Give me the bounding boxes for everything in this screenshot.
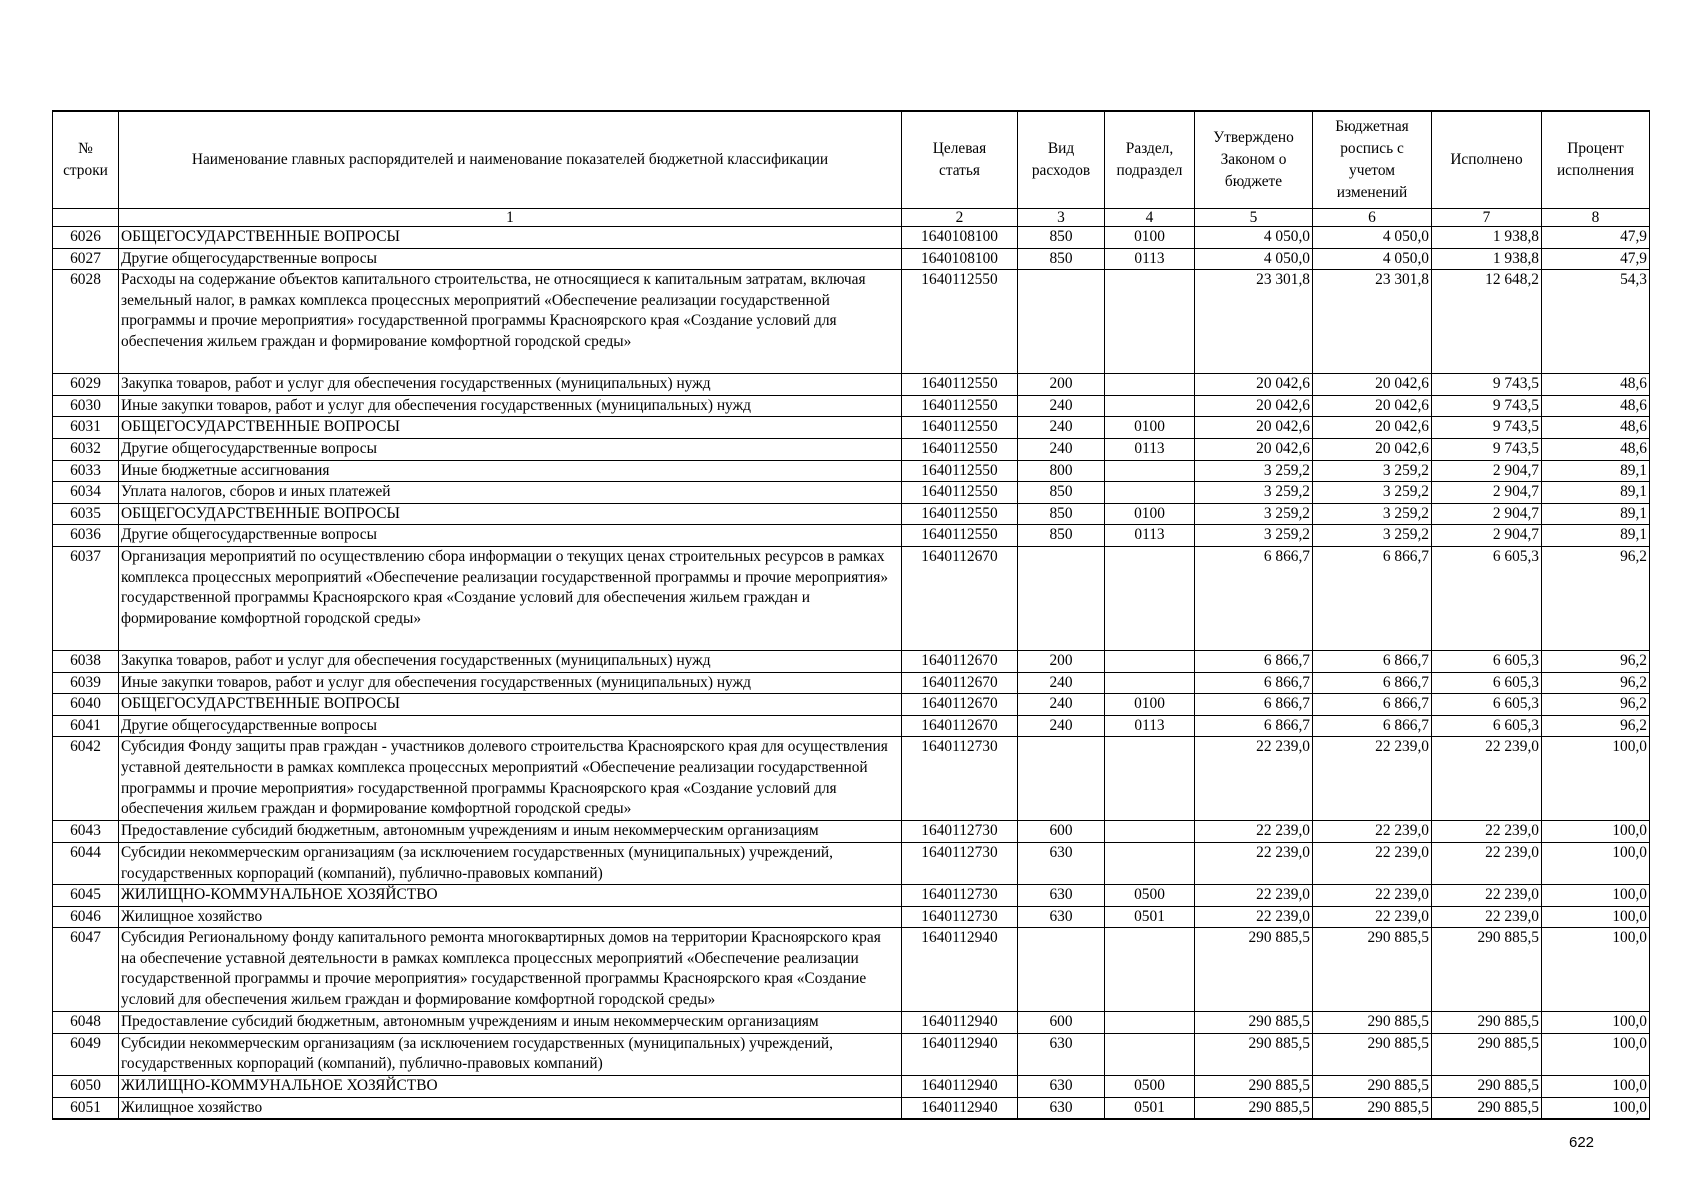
percent-cell: 96,2 bbox=[1542, 650, 1650, 672]
row-name-cell: Иные закупки товаров, работ и услуг для обеспечения государственных (муниципальных) нужд bbox=[119, 672, 902, 694]
percent-cell: 96,2 bbox=[1542, 694, 1650, 716]
section-cell: 0100 bbox=[1105, 227, 1195, 249]
row-number-cell: 6049 bbox=[53, 1033, 119, 1075]
executed-cell: 2 904,7 bbox=[1432, 460, 1542, 482]
column-number: 5 bbox=[1195, 209, 1313, 227]
expense-kind-cell: 200 bbox=[1018, 374, 1105, 396]
table-row bbox=[53, 1012, 1650, 1034]
percent-cell: 48,6 bbox=[1542, 417, 1650, 439]
target-article-cell: 1640112730 bbox=[902, 842, 1018, 884]
approved-cell: 6 866,7 bbox=[1195, 650, 1313, 672]
row-number-cell: 6031 bbox=[53, 417, 119, 439]
column-number: 6 bbox=[1313, 209, 1432, 227]
executed-cell: 6 605,3 bbox=[1432, 694, 1542, 716]
row-number-cell: 6047 bbox=[53, 928, 119, 1012]
header-expense-kind: Вид расходов bbox=[1018, 111, 1105, 209]
budget-schedule-cell: 22 239,0 bbox=[1313, 906, 1432, 928]
table-row bbox=[53, 227, 1650, 249]
section-cell bbox=[1105, 928, 1195, 1012]
budget-schedule-cell: 3 259,2 bbox=[1313, 482, 1432, 504]
row-number-cell: 6043 bbox=[53, 821, 119, 843]
expense-kind-cell: 240 bbox=[1018, 715, 1105, 737]
expense-kind-cell: 200 bbox=[1018, 650, 1105, 672]
column-number: 1 bbox=[119, 209, 902, 227]
row-name-cell: Организация мероприятий по осуществлению сбора информации о текущих ценах строительных ресурсов в рамках комплекса процессных мероприятий «Обеспечение реализации государственной программы и прочие мероприятия» государственной программы Красноярского края «Создание условий для обеспечения жильем граждан и формирование комфортной городской среды» bbox=[119, 546, 902, 650]
budget-schedule-cell: 4 050,0 bbox=[1313, 248, 1432, 270]
row-number-cell: 6051 bbox=[53, 1097, 119, 1119]
executed-cell: 2 904,7 bbox=[1432, 482, 1542, 504]
approved-cell: 3 259,2 bbox=[1195, 503, 1313, 525]
expense-kind-cell: 850 bbox=[1018, 227, 1105, 249]
target-article-cell: 1640112940 bbox=[902, 1076, 1018, 1098]
row-number-cell: 6026 bbox=[53, 227, 119, 249]
approved-cell: 290 885,5 bbox=[1195, 1076, 1313, 1098]
executed-cell: 1 938,8 bbox=[1432, 227, 1542, 249]
percent-cell: 47,9 bbox=[1542, 248, 1650, 270]
target-article-cell: 1640112730 bbox=[902, 737, 1018, 821]
target-article-cell: 1640112940 bbox=[902, 1033, 1018, 1075]
target-article-cell: 1640112730 bbox=[902, 885, 1018, 907]
row-name-cell: Другие общегосударственные вопросы bbox=[119, 715, 902, 737]
approved-cell: 22 239,0 bbox=[1195, 906, 1313, 928]
executed-cell: 22 239,0 bbox=[1432, 906, 1542, 928]
expense-kind-cell: 800 bbox=[1018, 460, 1105, 482]
budget-schedule-cell: 20 042,6 bbox=[1313, 417, 1432, 439]
row-number-cell: 6041 bbox=[53, 715, 119, 737]
header-row bbox=[53, 111, 1650, 209]
expense-kind-cell: 600 bbox=[1018, 1012, 1105, 1034]
row-number-cell: 6040 bbox=[53, 694, 119, 716]
table-row bbox=[53, 482, 1650, 504]
budget-schedule-cell: 20 042,6 bbox=[1313, 395, 1432, 417]
budget-schedule-cell: 23 301,8 bbox=[1313, 270, 1432, 374]
target-article-cell: 1640112550 bbox=[902, 460, 1018, 482]
budget-schedule-cell: 22 239,0 bbox=[1313, 737, 1432, 821]
expense-kind-cell: 240 bbox=[1018, 694, 1105, 716]
section-cell: 0113 bbox=[1105, 715, 1195, 737]
approved-cell: 22 239,0 bbox=[1195, 821, 1313, 843]
header-target-article: Целевая статья bbox=[902, 111, 1018, 209]
row-number-cell: 6045 bbox=[53, 885, 119, 907]
table-row bbox=[53, 737, 1650, 821]
approved-cell: 22 239,0 bbox=[1195, 737, 1313, 821]
table-row bbox=[53, 821, 1650, 843]
section-cell bbox=[1105, 395, 1195, 417]
section-cell: 0501 bbox=[1105, 906, 1195, 928]
executed-cell: 9 743,5 bbox=[1432, 374, 1542, 396]
expense-kind-cell: 630 bbox=[1018, 906, 1105, 928]
budget-schedule-cell: 6 866,7 bbox=[1313, 650, 1432, 672]
executed-cell: 290 885,5 bbox=[1432, 928, 1542, 1012]
table-row bbox=[53, 650, 1650, 672]
percent-cell: 54,3 bbox=[1542, 270, 1650, 374]
expense-kind-cell: 600 bbox=[1018, 821, 1105, 843]
percent-cell: 100,0 bbox=[1542, 906, 1650, 928]
target-article-cell: 1640112730 bbox=[902, 906, 1018, 928]
executed-cell: 9 743,5 bbox=[1432, 417, 1542, 439]
percent-cell: 100,0 bbox=[1542, 1076, 1650, 1098]
section-cell bbox=[1105, 482, 1195, 504]
budget-schedule-cell: 6 866,7 bbox=[1313, 546, 1432, 650]
row-name-cell: Другие общегосударственные вопросы bbox=[119, 438, 902, 460]
row-number-cell: 6050 bbox=[53, 1076, 119, 1098]
approved-cell: 290 885,5 bbox=[1195, 1012, 1313, 1034]
row-name-cell: Иные закупки товаров, работ и услуг для обеспечения государственных (муниципальных) нужд bbox=[119, 395, 902, 417]
executed-cell: 290 885,5 bbox=[1432, 1012, 1542, 1034]
expense-kind-cell: 240 bbox=[1018, 438, 1105, 460]
expense-kind-cell: 850 bbox=[1018, 525, 1105, 547]
target-article-cell: 1640108100 bbox=[902, 227, 1018, 249]
row-name-cell: ОБЩЕГОСУДАРСТВЕННЫЕ ВОПРОСЫ bbox=[119, 694, 902, 716]
executed-cell: 2 904,7 bbox=[1432, 503, 1542, 525]
table-row bbox=[53, 438, 1650, 460]
row-name-cell: Предоставление субсидий бюджетным, автономным учреждениям и иным некоммерческим организациям bbox=[119, 1012, 902, 1034]
row-name-cell: Иные бюджетные ассигнования bbox=[119, 460, 902, 482]
row-name-cell: Другие общегосударственные вопросы bbox=[119, 525, 902, 547]
row-number-cell: 6035 bbox=[53, 503, 119, 525]
row-name-cell: ОБЩЕГОСУДАРСТВЕННЫЕ ВОПРОСЫ bbox=[119, 503, 902, 525]
target-article-cell: 1640112550 bbox=[902, 525, 1018, 547]
approved-cell: 3 259,2 bbox=[1195, 460, 1313, 482]
row-name-cell: Другие общегосударственные вопросы bbox=[119, 248, 902, 270]
approved-cell: 290 885,5 bbox=[1195, 1097, 1313, 1119]
approved-cell: 4 050,0 bbox=[1195, 227, 1313, 249]
header-budget-schedule: Бюджетная роспись с учетом изменений bbox=[1313, 111, 1432, 209]
header-row-number: № строки bbox=[53, 111, 119, 209]
row-number-cell: 6036 bbox=[53, 525, 119, 547]
executed-cell: 6 605,3 bbox=[1432, 715, 1542, 737]
approved-cell: 20 042,6 bbox=[1195, 417, 1313, 439]
budget-schedule-cell: 6 866,7 bbox=[1313, 715, 1432, 737]
approved-cell: 3 259,2 bbox=[1195, 482, 1313, 504]
target-article-cell: 1640112730 bbox=[902, 821, 1018, 843]
section-cell bbox=[1105, 821, 1195, 843]
section-cell: 0100 bbox=[1105, 503, 1195, 525]
budget-schedule-cell: 22 239,0 bbox=[1313, 885, 1432, 907]
header-executed: Исполнено bbox=[1432, 111, 1542, 209]
percent-cell: 89,1 bbox=[1542, 503, 1650, 525]
budget-schedule-cell: 3 259,2 bbox=[1313, 460, 1432, 482]
header-approved: Утверждено Законом о бюджете bbox=[1195, 111, 1313, 209]
target-article-cell: 1640112670 bbox=[902, 672, 1018, 694]
expense-kind-cell: 630 bbox=[1018, 1097, 1105, 1119]
row-number-cell: 6039 bbox=[53, 672, 119, 694]
budget-schedule-cell: 290 885,5 bbox=[1313, 1076, 1432, 1098]
section-cell bbox=[1105, 270, 1195, 374]
approved-cell: 290 885,5 bbox=[1195, 1033, 1313, 1075]
row-name-cell: Жилищное хозяйство bbox=[119, 1097, 902, 1119]
expense-kind-cell: 240 bbox=[1018, 672, 1105, 694]
expense-kind-cell bbox=[1018, 270, 1105, 374]
percent-cell: 100,0 bbox=[1542, 821, 1650, 843]
row-name-cell: Закупка товаров, работ и услуг для обеспечения государственных (муниципальных) нужд bbox=[119, 650, 902, 672]
row-name-cell: Закупка товаров, работ и услуг для обеспечения государственных (муниципальных) нужд bbox=[119, 374, 902, 396]
row-number-cell: 6046 bbox=[53, 906, 119, 928]
section-cell: 0100 bbox=[1105, 694, 1195, 716]
section-cell bbox=[1105, 842, 1195, 884]
expense-kind-cell: 630 bbox=[1018, 1033, 1105, 1075]
target-article-cell: 1640112550 bbox=[902, 270, 1018, 374]
expense-kind-cell: 850 bbox=[1018, 482, 1105, 504]
budget-schedule-cell: 290 885,5 bbox=[1313, 1097, 1432, 1119]
target-article-cell: 1640112550 bbox=[902, 482, 1018, 504]
header-percent: Процент исполнения bbox=[1542, 111, 1650, 209]
executed-cell: 1 938,8 bbox=[1432, 248, 1542, 270]
row-name-cell: Расходы на содержание объектов капитального строительства, не относящиеся к капитальным затратам, включая земельный налог, в рамках комплекса процессных мероприятий «Обеспечение реализации государственной программы и прочие мероприятия» государственной программы Красноярского края «Создание условий для обеспечения жильем граждан и формирование комфортной городской среды» bbox=[119, 270, 902, 374]
section-cell: 0500 bbox=[1105, 1076, 1195, 1098]
row-number-cell: 6028 bbox=[53, 270, 119, 374]
percent-cell: 47,9 bbox=[1542, 227, 1650, 249]
target-article-cell: 1640112670 bbox=[902, 546, 1018, 650]
table-row bbox=[53, 715, 1650, 737]
table-row bbox=[53, 248, 1650, 270]
target-article-cell: 1640112670 bbox=[902, 694, 1018, 716]
target-article-cell: 1640112550 bbox=[902, 438, 1018, 460]
executed-cell: 12 648,2 bbox=[1432, 270, 1542, 374]
expense-kind-cell: 850 bbox=[1018, 503, 1105, 525]
target-article-cell: 1640112940 bbox=[902, 1097, 1018, 1119]
approved-cell: 20 042,6 bbox=[1195, 395, 1313, 417]
row-name-cell: Уплата налогов, сборов и иных платежей bbox=[119, 482, 902, 504]
column-number: 8 bbox=[1542, 209, 1650, 227]
section-cell bbox=[1105, 650, 1195, 672]
table-row bbox=[53, 1097, 1650, 1119]
row-number-cell: 6038 bbox=[53, 650, 119, 672]
row-name-cell: Предоставление субсидий бюджетным, автономным учреждениям и иным некоммерческим организациям bbox=[119, 821, 902, 843]
percent-cell: 48,6 bbox=[1542, 438, 1650, 460]
percent-cell: 96,2 bbox=[1542, 672, 1650, 694]
executed-cell: 9 743,5 bbox=[1432, 438, 1542, 460]
budget-schedule-cell: 22 239,0 bbox=[1313, 821, 1432, 843]
approved-cell: 23 301,8 bbox=[1195, 270, 1313, 374]
table-row bbox=[53, 460, 1650, 482]
budget-schedule-cell: 20 042,6 bbox=[1313, 374, 1432, 396]
table-row bbox=[53, 1076, 1650, 1098]
percent-cell: 48,6 bbox=[1542, 395, 1650, 417]
executed-cell: 22 239,0 bbox=[1432, 821, 1542, 843]
section-cell: 0500 bbox=[1105, 885, 1195, 907]
section-cell bbox=[1105, 1012, 1195, 1034]
expense-kind-cell bbox=[1018, 737, 1105, 821]
percent-cell: 100,0 bbox=[1542, 1033, 1650, 1075]
percent-cell: 100,0 bbox=[1542, 928, 1650, 1012]
row-number-cell: 6037 bbox=[53, 546, 119, 650]
approved-cell: 22 239,0 bbox=[1195, 842, 1313, 884]
row-name-cell: Субсидия Фонду защиты прав граждан - участников долевого строительства Красноярского края для осуществления уставной деятельности в рамках комплекса процессных мероприятий «Обеспечение реализации государственной программы и прочие мероприятия» государственной программы Красноярского края «Создание условий для обеспечения жильем граждан и формирование комфортной городской среды» bbox=[119, 737, 902, 821]
approved-cell: 20 042,6 bbox=[1195, 374, 1313, 396]
table-row bbox=[53, 270, 1650, 374]
percent-cell: 48,6 bbox=[1542, 374, 1650, 396]
expense-kind-cell bbox=[1018, 928, 1105, 1012]
expense-kind-cell: 850 bbox=[1018, 248, 1105, 270]
percent-cell: 96,2 bbox=[1542, 715, 1650, 737]
approved-cell: 3 259,2 bbox=[1195, 525, 1313, 547]
executed-cell: 290 885,5 bbox=[1432, 1076, 1542, 1098]
table-row bbox=[53, 1033, 1650, 1075]
executed-cell: 2 904,7 bbox=[1432, 525, 1542, 547]
column-number: 3 bbox=[1018, 209, 1105, 227]
column-number bbox=[53, 209, 119, 227]
target-article-cell: 1640112550 bbox=[902, 395, 1018, 417]
approved-cell: 6 866,7 bbox=[1195, 546, 1313, 650]
table-row bbox=[53, 885, 1650, 907]
table-row bbox=[53, 672, 1650, 694]
budget-schedule-cell: 6 866,7 bbox=[1313, 672, 1432, 694]
section-cell: 0113 bbox=[1105, 248, 1195, 270]
budget-table bbox=[52, 110, 1650, 1120]
budget-schedule-cell: 3 259,2 bbox=[1313, 525, 1432, 547]
section-cell bbox=[1105, 1033, 1195, 1075]
table-row bbox=[53, 374, 1650, 396]
budget-schedule-cell: 290 885,5 bbox=[1313, 928, 1432, 1012]
percent-cell: 89,1 bbox=[1542, 525, 1650, 547]
table-row bbox=[53, 395, 1650, 417]
header-name: Наименование главных распорядителей и наименование показателей бюджетной классификации bbox=[119, 111, 902, 209]
budget-schedule-cell: 290 885,5 bbox=[1313, 1033, 1432, 1075]
target-article-cell: 1640112670 bbox=[902, 650, 1018, 672]
row-number-cell: 6034 bbox=[53, 482, 119, 504]
executed-cell: 6 605,3 bbox=[1432, 672, 1542, 694]
target-article-cell: 1640112550 bbox=[902, 417, 1018, 439]
percent-cell: 100,0 bbox=[1542, 1012, 1650, 1034]
table-row bbox=[53, 694, 1650, 716]
column-number: 7 bbox=[1432, 209, 1542, 227]
section-cell bbox=[1105, 737, 1195, 821]
column-number-row bbox=[53, 209, 1650, 227]
target-article-cell: 1640112940 bbox=[902, 928, 1018, 1012]
row-number-cell: 6030 bbox=[53, 395, 119, 417]
row-name-cell: Субсидии некоммерческим организациям (за исключением государственных (муниципальных) учреждений, государственных корпораций (компаний), публично-правовых компаний) bbox=[119, 1033, 902, 1075]
executed-cell: 22 239,0 bbox=[1432, 842, 1542, 884]
table-row bbox=[53, 842, 1650, 884]
percent-cell: 100,0 bbox=[1542, 737, 1650, 821]
executed-cell: 290 885,5 bbox=[1432, 1033, 1542, 1075]
target-article-cell: 1640112550 bbox=[902, 503, 1018, 525]
section-cell bbox=[1105, 460, 1195, 482]
approved-cell: 20 042,6 bbox=[1195, 438, 1313, 460]
percent-cell: 100,0 bbox=[1542, 885, 1650, 907]
percent-cell: 100,0 bbox=[1542, 842, 1650, 884]
row-name-cell: Субсидии некоммерческим организациям (за исключением государственных (муниципальных) учреждений, государственных корпораций (компаний), публично-правовых компаний) bbox=[119, 842, 902, 884]
row-number-cell: 6032 bbox=[53, 438, 119, 460]
expense-kind-cell: 240 bbox=[1018, 417, 1105, 439]
row-number-cell: 6029 bbox=[53, 374, 119, 396]
executed-cell: 9 743,5 bbox=[1432, 395, 1542, 417]
executed-cell: 6 605,3 bbox=[1432, 650, 1542, 672]
budget-schedule-cell: 290 885,5 bbox=[1313, 1012, 1432, 1034]
percent-cell: 89,1 bbox=[1542, 460, 1650, 482]
approved-cell: 6 866,7 bbox=[1195, 694, 1313, 716]
budget-schedule-cell: 3 259,2 bbox=[1313, 503, 1432, 525]
section-cell bbox=[1105, 374, 1195, 396]
executed-cell: 22 239,0 bbox=[1432, 737, 1542, 821]
row-number-cell: 6044 bbox=[53, 842, 119, 884]
expense-kind-cell: 630 bbox=[1018, 1076, 1105, 1098]
executed-cell: 6 605,3 bbox=[1432, 546, 1542, 650]
row-name-cell: ОБЩЕГОСУДАРСТВЕННЫЕ ВОПРОСЫ bbox=[119, 227, 902, 249]
expense-kind-cell bbox=[1018, 546, 1105, 650]
row-name-cell: ЖИЛИЩНО-КОММУНАЛЬНОЕ ХОЗЯЙСТВО bbox=[119, 1076, 902, 1098]
approved-cell: 4 050,0 bbox=[1195, 248, 1313, 270]
target-article-cell: 1640112550 bbox=[902, 374, 1018, 396]
budget-schedule-cell: 6 866,7 bbox=[1313, 694, 1432, 716]
section-cell: 0113 bbox=[1105, 438, 1195, 460]
approved-cell: 22 239,0 bbox=[1195, 885, 1313, 907]
target-article-cell: 1640112670 bbox=[902, 715, 1018, 737]
column-number: 4 bbox=[1105, 209, 1195, 227]
table-row bbox=[53, 503, 1650, 525]
table-row bbox=[53, 928, 1650, 1012]
row-name-cell: Жилищное хозяйство bbox=[119, 906, 902, 928]
expense-kind-cell: 240 bbox=[1018, 395, 1105, 417]
budget-schedule-cell: 4 050,0 bbox=[1313, 227, 1432, 249]
budget-schedule-cell: 20 042,6 bbox=[1313, 438, 1432, 460]
budget-schedule-cell: 22 239,0 bbox=[1313, 842, 1432, 884]
row-name-cell: ЖИЛИЩНО-КОММУНАЛЬНОЕ ХОЗЯЙСТВО bbox=[119, 885, 902, 907]
section-cell: 0113 bbox=[1105, 525, 1195, 547]
target-article-cell: 1640108100 bbox=[902, 248, 1018, 270]
approved-cell: 6 866,7 bbox=[1195, 672, 1313, 694]
section-cell: 0501 bbox=[1105, 1097, 1195, 1119]
expense-kind-cell: 630 bbox=[1018, 885, 1105, 907]
table-row bbox=[53, 525, 1650, 547]
header-section: Раздел, подраздел bbox=[1105, 111, 1195, 209]
table-row bbox=[53, 417, 1650, 439]
column-number: 2 bbox=[902, 209, 1018, 227]
row-number-cell: 6027 bbox=[53, 248, 119, 270]
table-row bbox=[53, 546, 1650, 650]
executed-cell: 290 885,5 bbox=[1432, 1097, 1542, 1119]
row-number-cell: 6042 bbox=[53, 737, 119, 821]
percent-cell: 89,1 bbox=[1542, 482, 1650, 504]
target-article-cell: 1640112940 bbox=[902, 1012, 1018, 1034]
row-name-cell: ОБЩЕГОСУДАРСТВЕННЫЕ ВОПРОСЫ bbox=[119, 417, 902, 439]
percent-cell: 100,0 bbox=[1542, 1097, 1650, 1119]
section-cell: 0100 bbox=[1105, 417, 1195, 439]
page-number: 622 bbox=[1569, 1134, 1595, 1151]
approved-cell: 290 885,5 bbox=[1195, 928, 1313, 1012]
expense-kind-cell: 630 bbox=[1018, 842, 1105, 884]
approved-cell: 6 866,7 bbox=[1195, 715, 1313, 737]
row-name-cell: Субсидия Региональному фонду капитального ремонта многоквартирных домов на территории Красноярского края на обеспечение уставной деятельности в рамках комплекса процессных мероприятий «Обеспечение реализации государственной программы и прочие мероприятия» государственной программы Красноярского края «Создание условий для обеспечения жильем граждан и формирование комфортной городской среды» bbox=[119, 928, 902, 1012]
row-number-cell: 6048 bbox=[53, 1012, 119, 1034]
table-row bbox=[53, 906, 1650, 928]
executed-cell: 22 239,0 bbox=[1432, 885, 1542, 907]
section-cell bbox=[1105, 672, 1195, 694]
section-cell bbox=[1105, 546, 1195, 650]
row-number-cell: 6033 bbox=[53, 460, 119, 482]
percent-cell: 96,2 bbox=[1542, 546, 1650, 650]
